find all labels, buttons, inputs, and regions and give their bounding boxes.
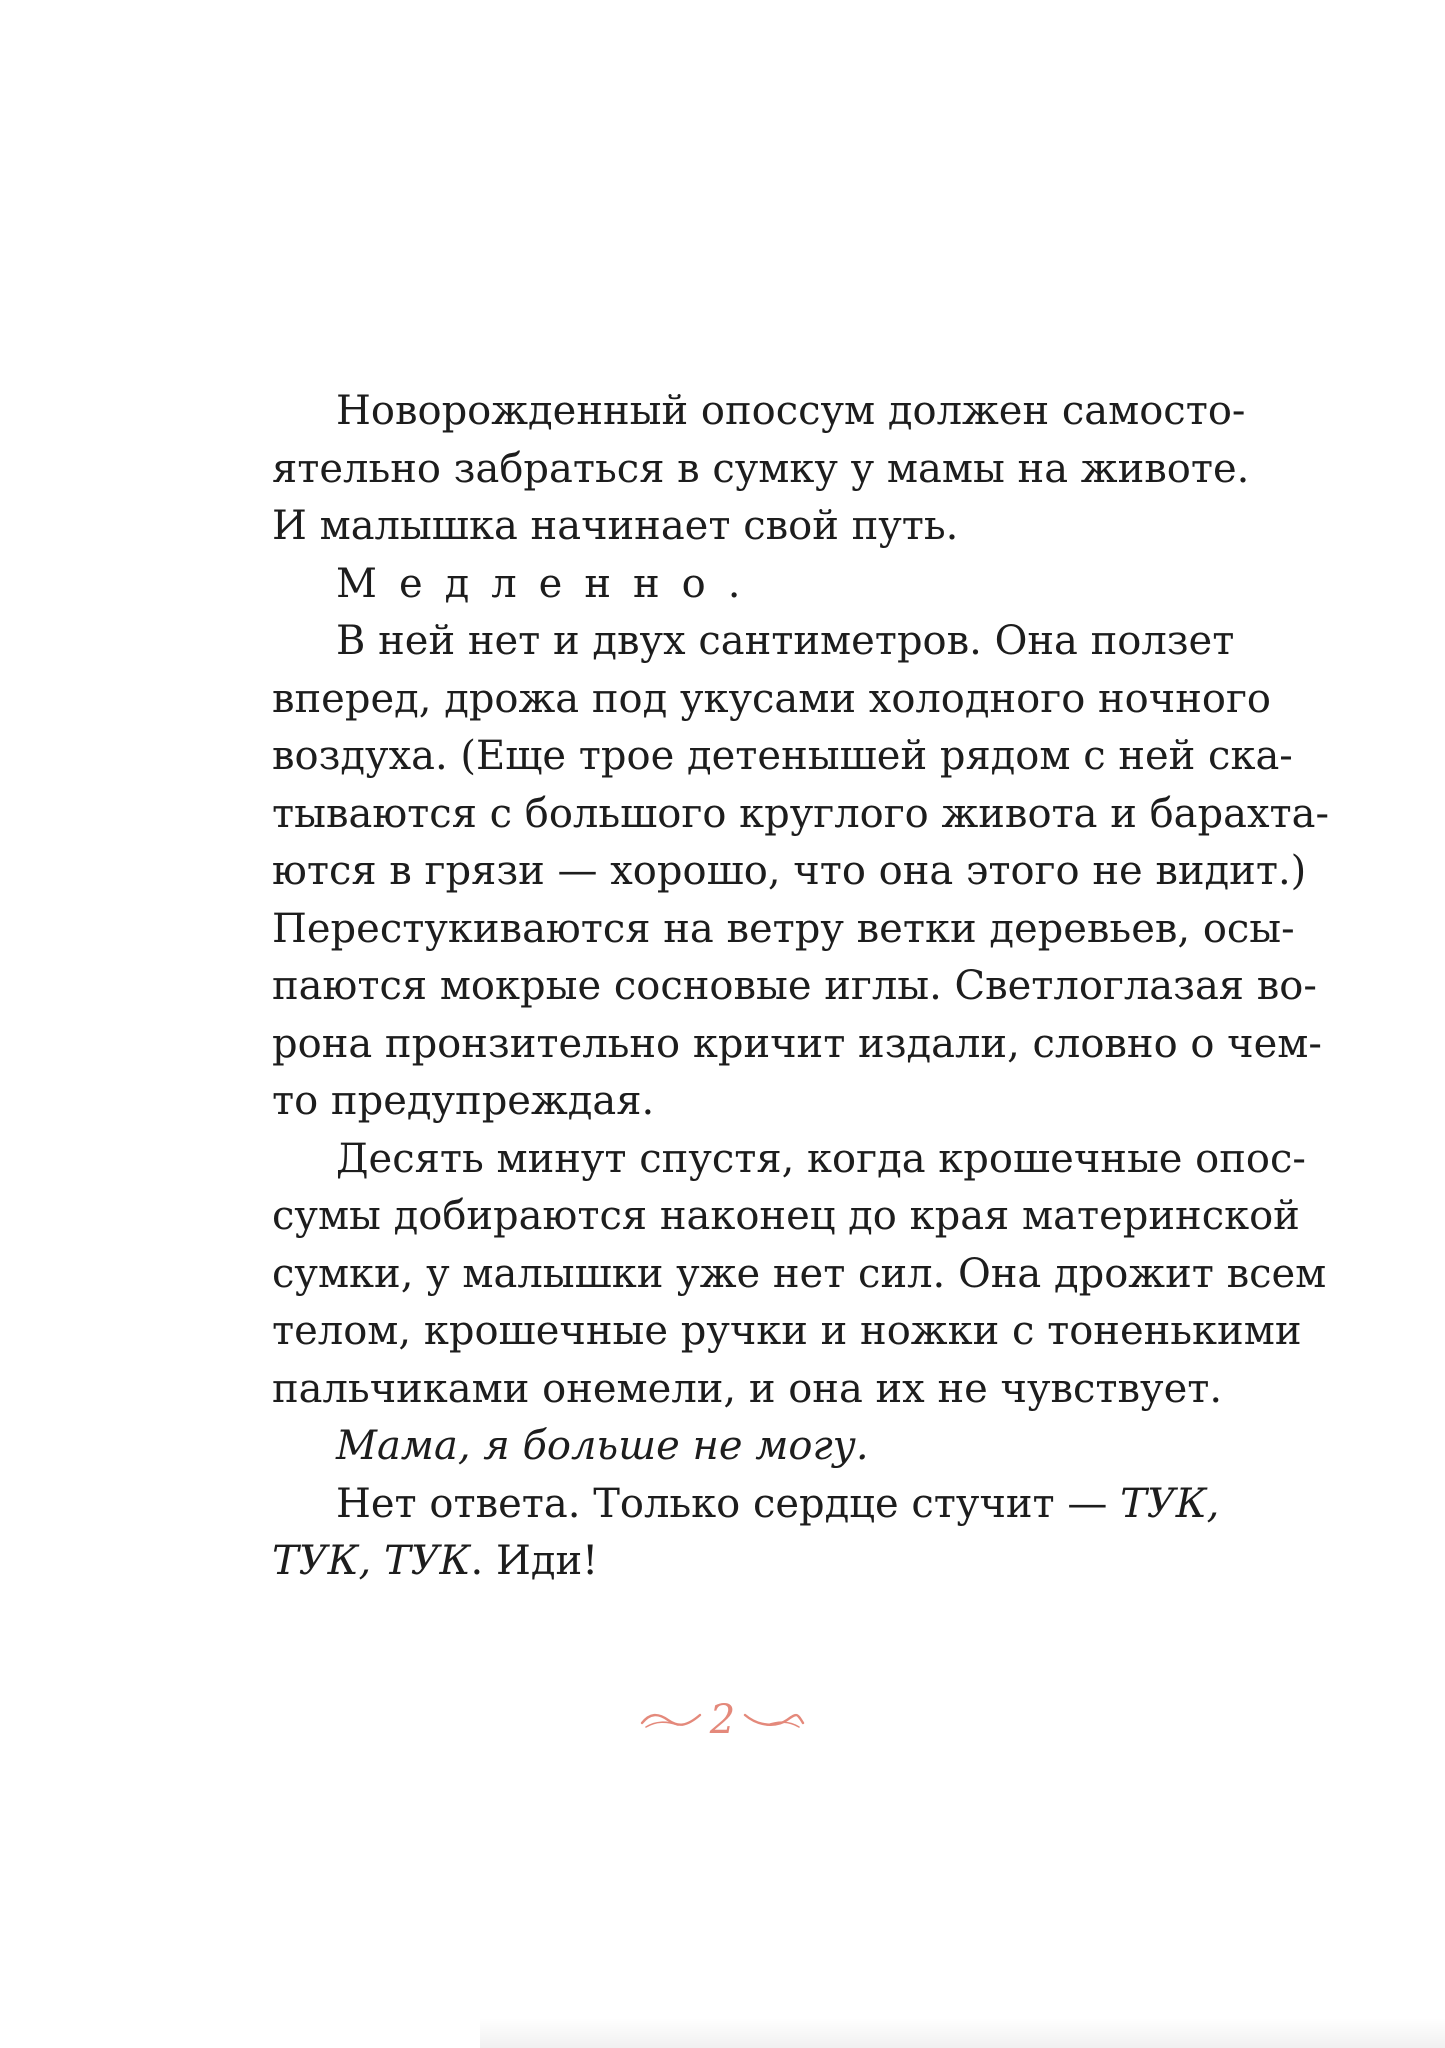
right-flourish-icon (741, 1709, 807, 1731)
left-flourish-icon (638, 1709, 704, 1731)
text-line-italic: Мама, я больше не могу. (336, 1423, 869, 1469)
text-line: В ней нет и двух сантиметров. Она ползет (336, 618, 1235, 664)
page-number: 2 (709, 1697, 736, 1743)
text-line: пальчиками онемели, и она их не чувствует. (272, 1365, 1223, 1412)
text-line: Десять минут спустя, когда крошечные опос- (336, 1135, 1306, 1182)
body-text (272, 383, 1330, 1591)
text-line: воздуха. (Еще трое детенышей рядом с ней ска- (272, 733, 1293, 779)
text-line: паются мокрые сосновые иглы. Светлоглазая во- (272, 963, 1317, 1009)
text-line: рона пронзительно кричит издали, словно о чем- (272, 1020, 1322, 1067)
page-number-footer (0, 1697, 1445, 1760)
text-line: сумы добираются наконец до края материнской (272, 1193, 1300, 1239)
page-edge-shadow (480, 2018, 1445, 2048)
text-line: ятельно забраться в сумку у мамы на животе. (272, 445, 1250, 492)
text-line (272, 1476, 1220, 1534)
text-run: . Иди! (470, 1538, 599, 1584)
text-line: телом, крошечные ручки и ножки с тоненькими (272, 1308, 1302, 1354)
text-line-spaced: Медленно. (336, 560, 763, 607)
text-run-italic: ТУК, (1120, 1480, 1220, 1527)
text-run-italic: ТУК, ТУК (272, 1538, 471, 1584)
text-line: И малышка начинает свой путь. (272, 503, 959, 549)
text-run: Нет ответа. Только сердце стучит — (336, 1480, 1121, 1527)
text-line: Перестукиваются на ветру ветки деревьев, осы- (272, 905, 1295, 952)
text-line: то предупреждая. (272, 1078, 655, 1124)
text-line: Новорожденный опоссум должен самосто- (336, 388, 1246, 434)
text-line: вперед, дрожа под укусами холодного ночного (272, 675, 1271, 722)
text-line (272, 1533, 1178, 1591)
page-number-ornament (638, 1697, 807, 1743)
text-line: ются в грязи — хорошо, что она этого не видит.) (272, 848, 1307, 894)
text-line: тываются с большого круглого живота и барахта- (272, 790, 1330, 837)
text-line: сумки, у малышки уже нет сил. Она дрожит всем (272, 1250, 1327, 1297)
